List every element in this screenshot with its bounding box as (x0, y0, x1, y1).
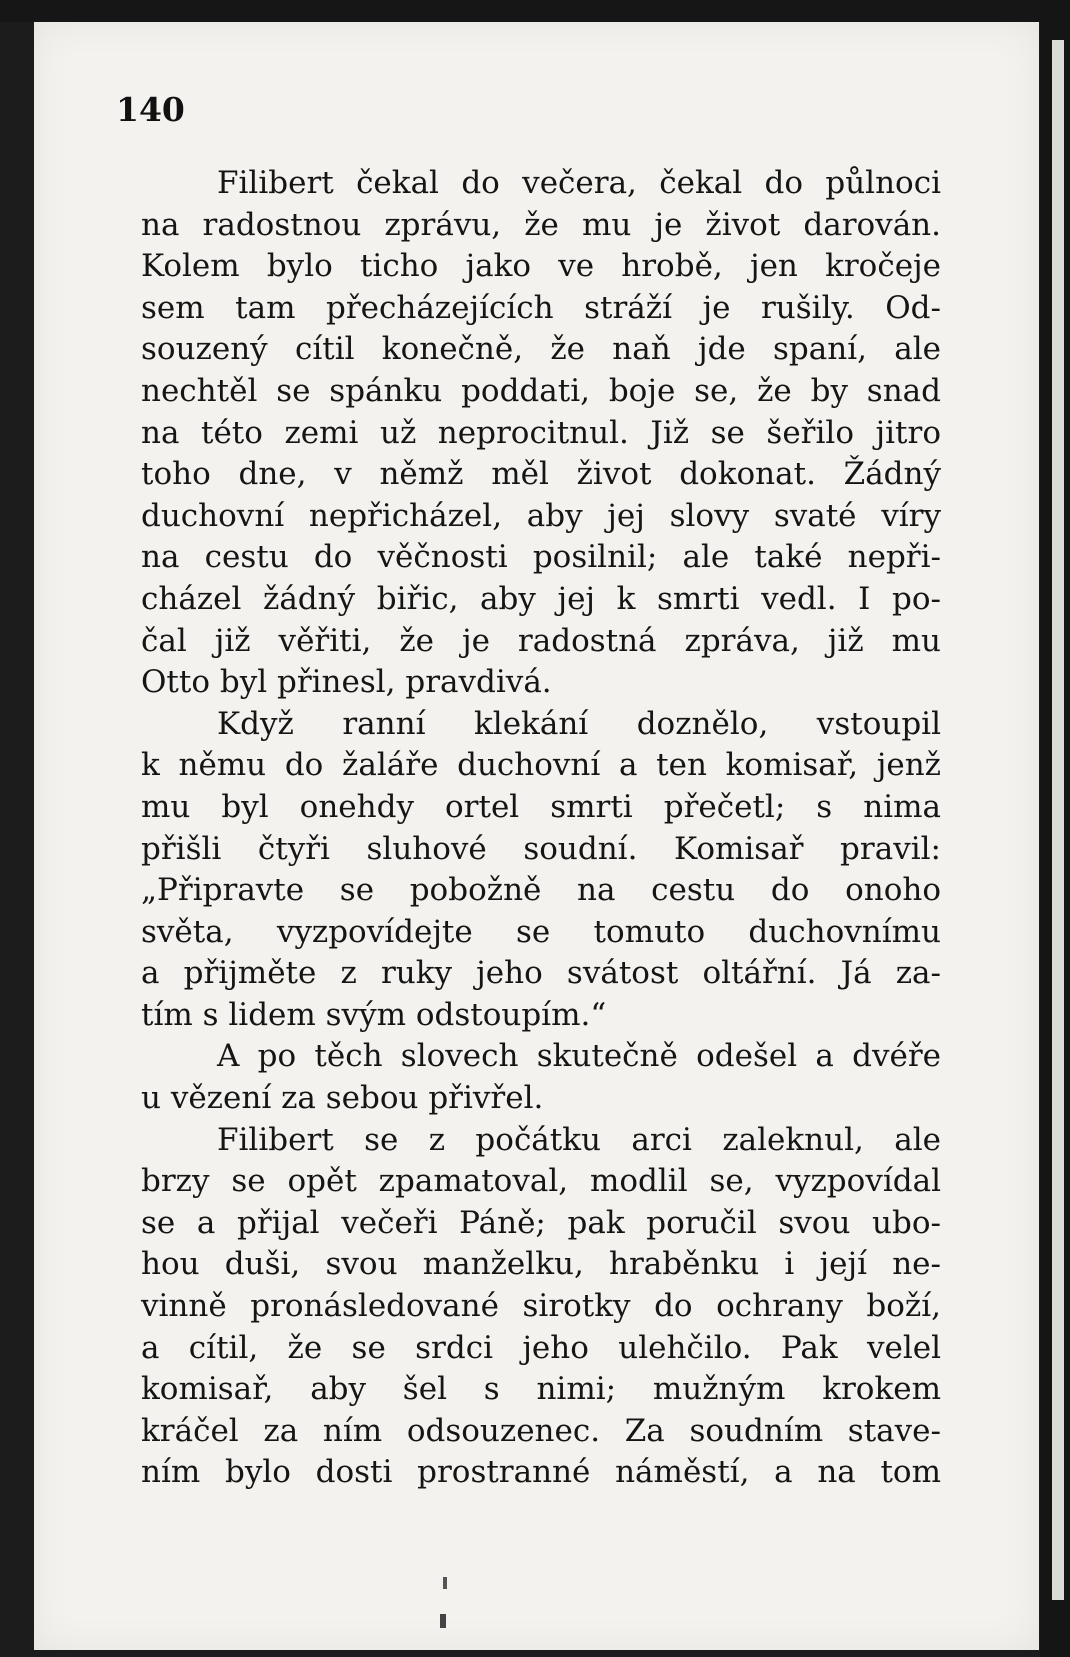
text-line: „Připravte se pobožně na cestu do onoho (141, 872, 941, 909)
text-line: světa, vyzpovídejte se tomuto duchovnímu (141, 913, 941, 950)
text-line: kráčel za ním odsouzenec. Za soudním stave- (141, 1412, 941, 1449)
scan-speck (440, 1614, 446, 1628)
adjacent-page-edge (1052, 40, 1064, 1600)
text-line: Když ranní klekání doznělo, vstoupil (217, 705, 941, 742)
text-line: mu byl onehdy ortel smrti přečetl; s nima (141, 788, 941, 825)
page-number: 140 (116, 90, 185, 129)
text-line: a cítil, že se srdci jeho ulehčilo. Pak velel (141, 1329, 941, 1366)
body-text (141, 163, 941, 1494)
text-line: přišli čtyři sluhové soudní. Komisař pravil: (141, 830, 941, 867)
text-line: Filibert čekal do večera, čekal do půlnoci (217, 165, 941, 201)
text-line: nechtěl se spánku poddati, boje se, že by snad (141, 372, 941, 409)
text-line: tím s lidem svým odstoupím.“ (141, 996, 607, 1033)
text-line: cházel žádný biřic, aby jej k smrti vedl. I po- (141, 580, 941, 617)
text-line: hou duši, svou manželku, hraběnku i její ne- (141, 1246, 941, 1283)
text-line: toho dne, v němž měl život dokonat. Žádný (141, 456, 941, 493)
scan-right-border (1040, 0, 1070, 1657)
text-line: na této zemi už neprocitnul. Již se šeřilo jitro (141, 414, 941, 451)
text-line: u vězení za sebou přivřel. (141, 1080, 544, 1117)
text-line: komisař, aby šel s nimi; mužným krokem (141, 1371, 941, 1408)
text-line: na radostnou zprávu, že mu je život darován. (141, 206, 941, 243)
text-line: duchovní nepřicházel, aby jej slovy svaté víry (141, 497, 941, 534)
text-line: se a přijal večeři Páně; pak poručil svou ubo- (141, 1204, 941, 1241)
text-line: brzy se opět zpamatoval, modlil se, vyzpovídal (141, 1163, 941, 1200)
text-line: Otto byl přinesl, pravdivá. (141, 664, 552, 701)
text-line: a přijměte z ruky jeho svátost oltářní. Já za- (141, 955, 941, 992)
text-line: čal již věřiti, že je radostná zpráva, již mu (141, 622, 941, 659)
text-line: A po těch slovech skutečně odešel a dvéře (217, 1038, 941, 1075)
text-line: ním bylo dosti prostranné náměstí, a na tom (141, 1454, 941, 1491)
text-line: Kolem bylo ticho jako ve hrobě, jen kročeje (141, 248, 941, 285)
text-line: k němu do žaláře duchovní a ten komisař, jenž (141, 747, 941, 784)
text-line: sem tam přecházejících stráží je rušily. Od- (141, 289, 941, 326)
scan-speck (443, 1577, 447, 1589)
text-line: souzený cítil konečně, že naň jde spaní, ale (141, 331, 941, 368)
text-line: vinně pronásledované sirotky do ochrany boží, (141, 1288, 941, 1325)
text-line: Filibert se z počátku arci zaleknul, ale (217, 1121, 941, 1158)
text-line: na cestu do věčnosti posilnil; ale také nepři- (141, 539, 941, 576)
scan-top-border (0, 0, 1070, 22)
